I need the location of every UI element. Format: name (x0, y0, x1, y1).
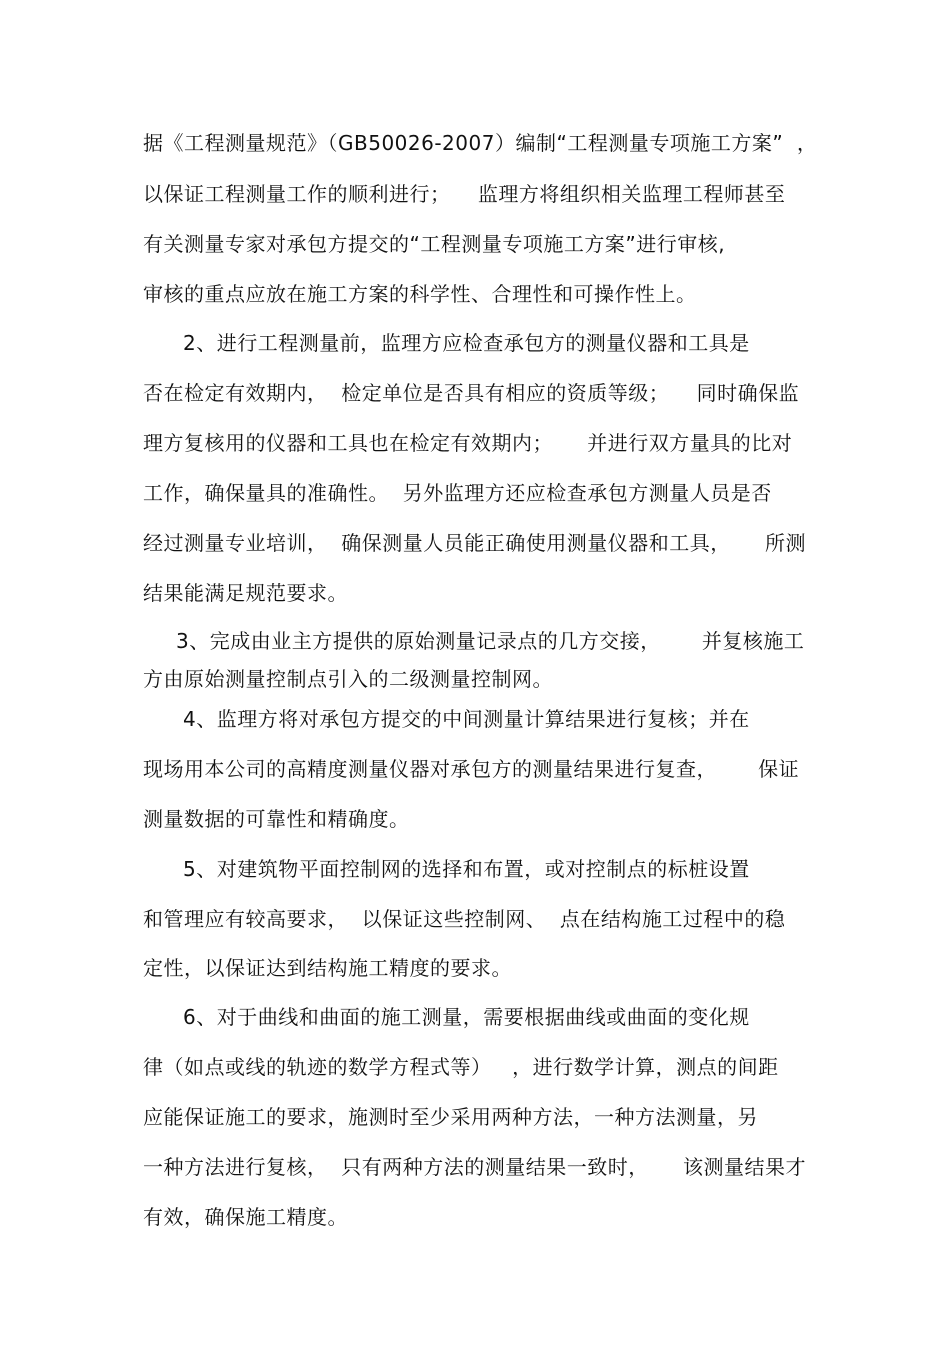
text-line: 2、进行工程测量前，监理方应检查承包方的测量仪器和工具是 (183, 331, 750, 355)
text-line: 5、对建筑物平面控制网的选择和布置，或对控制点的标桩设置 (183, 857, 750, 881)
text-line: 否在检定有效期内， 检定单位是否具有相应的资质等级； 同时确保监 (143, 381, 800, 405)
text-line: 一种方法进行复核， 只有两种方法的测量结果一致时， 该测量结果才 (143, 1155, 807, 1179)
text-line: 现场用本公司的高精度测量仪器对承包方的测量结果进行复查， 保证 (143, 757, 800, 781)
text-line: 测量数据的可靠性和精确度。 (143, 807, 410, 831)
text-line: 有效，确保施工精度。 (143, 1205, 348, 1229)
text-line: 据《工程测量规范》（GB50026-2007）编制“工程测量专项施工方案” ， (143, 131, 818, 155)
text-line: 6、对于曲线和曲面的施工测量，需要根据曲线或曲面的变化规 (183, 1005, 750, 1029)
text-line: 和管理应有较高要求， 以保证这些控制网、 点在结构施工过程中的稳 (143, 907, 786, 931)
text-line: 工作，确保量具的准确性。 另外监理方还应检查承包方测量人员是否 (143, 481, 772, 505)
text-line: 以保证工程测量工作的顺利进行； 监理方将组织相关监理工程师甚至 (143, 182, 786, 206)
text-line: 有关测量专家对承包方提交的“工程测量专项施工方案”进行审核, (143, 232, 726, 256)
text-line: 经过测量专业培训， 确保测量人员能正确使用测量仪器和工具， 所测 (143, 531, 807, 555)
text-line: 定性，以保证达到结构施工精度的要求。 (143, 956, 512, 980)
text-line: 3、完成由业主方提供的原始测量记录点的几方交接， 并复核施工 (176, 629, 805, 653)
text-line: 4、监理方将对承包方提交的中间测量计算结果进行复核；并在 (183, 707, 750, 731)
text-line: 律（如点或线的轨迹的数学方程式等） ，进行数学计算，测点的间距 (143, 1055, 779, 1079)
text-line: 方由原始测量控制点引入的二级测量控制网。 (143, 667, 553, 691)
text-line: 审核的重点应放在施工方案的科学性、合理性和可操作性上。 (143, 282, 697, 306)
text-line: 应能保证施工的要求，施测时至少采用两种方法，一种方法测量，另 (143, 1105, 758, 1129)
text-line: 理方复核用的仪器和工具也在检定有效期内； 并进行双方量具的比对 (143, 431, 793, 455)
text-line: 结果能满足规范要求。 (143, 581, 348, 605)
